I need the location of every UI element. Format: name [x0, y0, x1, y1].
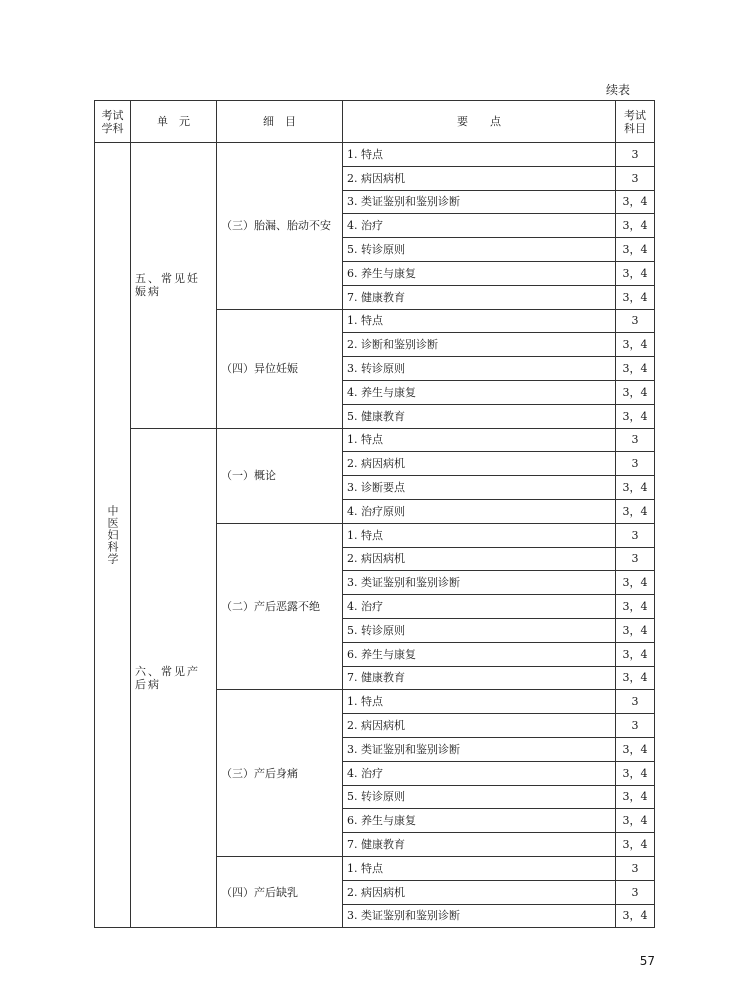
detail-cell: （四）产后缺乳	[217, 856, 343, 927]
table-row	[95, 143, 655, 167]
point-cell: 1. 特点	[343, 690, 616, 714]
level-cell: 3，4	[616, 499, 655, 523]
level-cell: 3	[616, 547, 655, 571]
point-cell: 7. 健康教育	[343, 833, 616, 857]
point-cell: 3. 类证鉴别和鉴别诊断	[343, 571, 616, 595]
unit-cell: 五、常见妊娠病	[131, 143, 217, 429]
point-cell: 7. 健康教育	[343, 285, 616, 309]
point-cell: 1. 特点	[343, 856, 616, 880]
table-row	[95, 428, 655, 452]
level-cell: 3，4	[616, 642, 655, 666]
level-cell: 3	[616, 690, 655, 714]
point-cell: 5. 健康教育	[343, 404, 616, 428]
header-detail: 细 目	[217, 101, 343, 143]
point-cell: 2. 诊断和鉴别诊断	[343, 333, 616, 357]
point-cell: 3. 诊断要点	[343, 476, 616, 500]
level-cell: 3	[616, 880, 655, 904]
level-cell: 3，4	[616, 261, 655, 285]
point-cell: 3. 类证鉴别和鉴别诊断	[343, 737, 616, 761]
point-cell: 3. 类证鉴别和鉴别诊断	[343, 904, 616, 928]
level-cell: 3，4	[616, 214, 655, 238]
level-cell: 3，4	[616, 833, 655, 857]
point-cell: 3. 转诊原则	[343, 357, 616, 381]
point-cell: 6. 养生与康复	[343, 261, 616, 285]
level-cell: 3，4	[616, 737, 655, 761]
point-cell: 2. 病因病机	[343, 714, 616, 738]
point-cell: 1. 特点	[343, 428, 616, 452]
level-cell: 3，4	[616, 238, 655, 262]
point-cell: 2. 病因病机	[343, 547, 616, 571]
point-cell: 4. 治疗	[343, 214, 616, 238]
point-cell: 1. 特点	[343, 523, 616, 547]
level-cell: 3，4	[616, 190, 655, 214]
point-cell: 1. 特点	[343, 143, 616, 167]
point-cell: 3. 类证鉴别和鉴别诊断	[343, 190, 616, 214]
detail-cell: （三）胎漏、胎动不安	[217, 143, 343, 310]
level-cell: 3，4	[616, 809, 655, 833]
point-cell: 1. 特点	[343, 309, 616, 333]
level-cell: 3	[616, 143, 655, 167]
exam-outline-table	[94, 100, 655, 928]
point-cell: 7. 健康教育	[343, 666, 616, 690]
table-body	[95, 143, 655, 928]
level-cell: 3	[616, 309, 655, 333]
page-number: 57	[639, 954, 655, 968]
continued-label: 续表	[605, 83, 630, 97]
level-cell: 3，4	[616, 571, 655, 595]
header-unit: 单 元	[131, 101, 217, 143]
point-cell: 4. 治疗	[343, 595, 616, 619]
point-cell: 5. 转诊原则	[343, 238, 616, 262]
level-cell: 3，4	[616, 476, 655, 500]
level-cell: 3	[616, 856, 655, 880]
level-cell: 3，4	[616, 380, 655, 404]
level-cell: 3	[616, 166, 655, 190]
subject-cell: 中医妇科学	[95, 143, 131, 928]
unit-cell: 六、常见产后病	[131, 428, 217, 928]
point-cell: 2. 病因病机	[343, 166, 616, 190]
point-cell: 5. 转诊原则	[343, 785, 616, 809]
level-cell: 3	[616, 714, 655, 738]
level-cell: 3，4	[616, 785, 655, 809]
level-cell: 3，4	[616, 761, 655, 785]
detail-cell: （二）产后恶露不绝	[217, 523, 343, 690]
level-cell: 3	[616, 428, 655, 452]
level-cell: 3，4	[616, 666, 655, 690]
level-cell: 3，4	[616, 904, 655, 928]
point-cell: 4. 治疗原则	[343, 499, 616, 523]
point-cell: 2. 病因病机	[343, 452, 616, 476]
point-cell: 4. 养生与康复	[343, 380, 616, 404]
point-cell: 2. 病因病机	[343, 880, 616, 904]
level-cell: 3，4	[616, 333, 655, 357]
header-subject: 考试学科	[95, 101, 131, 143]
detail-cell: （三）产后身痛	[217, 690, 343, 857]
detail-cell: （一）概论	[217, 428, 343, 523]
detail-cell: （四）异位妊娠	[217, 309, 343, 428]
level-cell: 3，4	[616, 404, 655, 428]
level-cell: 3，4	[616, 357, 655, 381]
point-cell: 4. 治疗	[343, 761, 616, 785]
point-cell: 6. 养生与康复	[343, 809, 616, 833]
level-cell: 3	[616, 523, 655, 547]
point-cell: 5. 转诊原则	[343, 618, 616, 642]
header-level: 考试科目	[616, 101, 655, 143]
point-cell: 6. 养生与康复	[343, 642, 616, 666]
level-cell: 3	[616, 452, 655, 476]
header-row	[95, 101, 655, 143]
level-cell: 3，4	[616, 285, 655, 309]
level-cell: 3，4	[616, 595, 655, 619]
level-cell: 3，4	[616, 618, 655, 642]
header-point: 要 点	[343, 101, 616, 143]
